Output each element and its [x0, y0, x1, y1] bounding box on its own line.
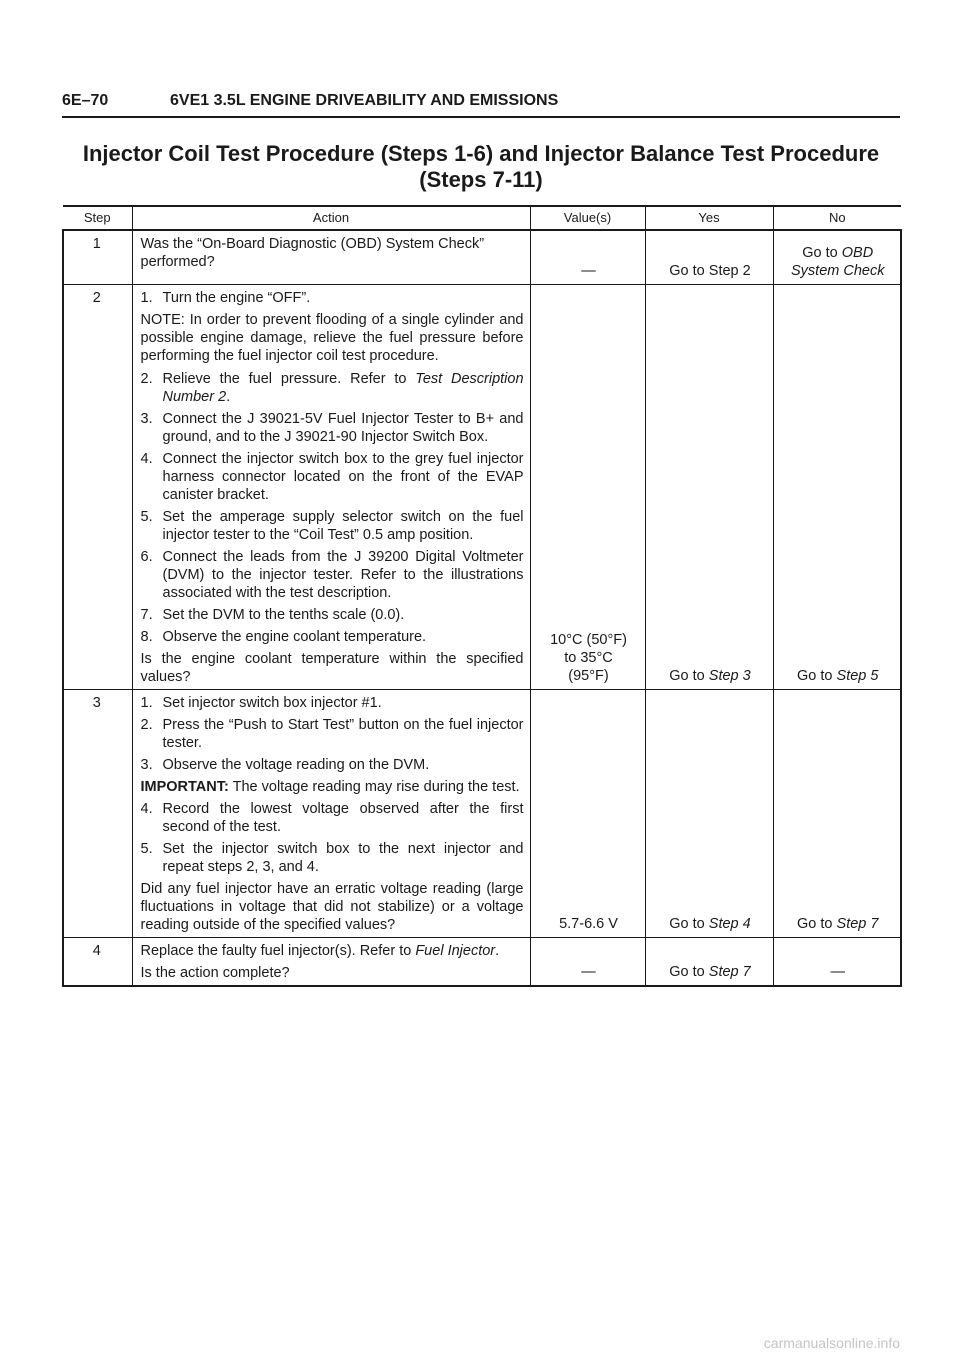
action-item: 3. Observe the voltage reading on the DVM.	[140, 757, 430, 773]
table-row	[63, 690, 901, 938]
action-item: 5. Set the amperage supply selector switch on the fuel injector tester to the “Coil Test” 0.5 amp position.	[140, 509, 524, 543]
table-row	[63, 285, 901, 690]
action-item: 2. Relieve the fuel pressure. Refer to Test Description Number 2.	[140, 371, 524, 405]
step-yes: Go to Step 7	[645, 938, 773, 987]
action-item: 1. Turn the engine “OFF”.	[140, 290, 311, 306]
page-number: 6E–70	[62, 92, 109, 109]
action-item: 2. Press the “Push to Start Test” button on the fuel injector tester.	[140, 717, 524, 751]
section-title: 6VE1 3.5L ENGINE DRIVEABILITY AND EMISSIONS	[170, 92, 559, 109]
column-header-values: Value(s)	[530, 206, 645, 230]
page-title: Injector Coil Test Procedure (Steps 1-6) and Injector Balance Test Procedure (Steps 7-11)	[82, 141, 880, 192]
step-no: Go to Step 5	[773, 285, 901, 690]
action-item: 1. Set injector switch box injector #1.	[140, 695, 382, 711]
step-number: 4	[63, 938, 132, 987]
no-ref: OBD System Check	[791, 245, 885, 279]
action-note: NOTE: In order to prevent flooding of a single cylinder and possible engine damage, relieve the fuel pressure before performing the fuel injector coil test procedure.	[140, 312, 524, 364]
step-no	[773, 230, 901, 285]
action-item: 4. Record the lowest voltage observed after the first second of the test.	[140, 801, 524, 835]
action-item: 7. Set the DVM to the tenths scale (0.0).	[140, 607, 405, 623]
step-yes: Go to Step 4	[645, 690, 773, 938]
action-item: 5. Set the injector switch box to the next injector and repeat steps 2, 3, and 4.	[140, 841, 524, 875]
action-question: Is the engine coolant temperature within the specified values?	[140, 651, 524, 685]
action-text: Was the “On-Board Diagnostic (OBD) System Check” performed?	[140, 236, 485, 270]
column-header-action: Action	[132, 206, 530, 230]
step-number: 2	[63, 285, 132, 690]
action-item: 4. Connect the injector switch box to the grey fuel injector harness connector located on the front of the EVAP canister bracket.	[140, 451, 524, 503]
page-header	[62, 90, 900, 118]
action-item: 8. Observe the engine coolant temperature.	[140, 629, 427, 645]
diagnostic-table	[62, 205, 902, 987]
table-row	[63, 938, 901, 987]
step-no: Go to Step 7	[773, 690, 901, 938]
step-action	[132, 938, 530, 987]
action-text: Replace the faulty fuel injector(s). Refer to Fuel Injector.	[140, 943, 500, 959]
step-yes: Go to Step 3	[645, 285, 773, 690]
no-prefix: Go to	[802, 245, 838, 261]
step-number: 1	[63, 230, 132, 285]
step-value: 5.7-6.6 V	[530, 690, 645, 938]
table-header-row	[63, 206, 901, 230]
step-number: 3	[63, 690, 132, 938]
step-value: 10°C (50°F) to 35°C (95°F)	[530, 285, 645, 690]
step-action	[132, 285, 530, 690]
step-action	[132, 230, 530, 285]
column-header-yes: Yes	[645, 206, 773, 230]
step-value: —	[530, 938, 645, 987]
step-action	[132, 690, 530, 938]
action-important: IMPORTANT: The voltage reading may rise during the test.	[140, 779, 520, 795]
column-header-step: Step	[63, 206, 132, 230]
watermark-footer: carmanualsonline.info	[763, 1335, 900, 1351]
column-header-no: No	[773, 206, 901, 230]
step-value: —	[530, 230, 645, 285]
step-yes: Go to Step 2	[645, 230, 773, 285]
action-question: Is the action complete?	[140, 965, 290, 981]
table-row	[63, 230, 901, 285]
action-item: 3. Connect the J 39021-5V Fuel Injector Tester to B+ and ground, and to the J 39021-90 Injector Switch Box.	[140, 411, 524, 445]
step-no: —	[773, 938, 901, 987]
action-item: 6. Connect the leads from the J 39200 Digital Voltmeter (DVM) to the injector tester. Refer to the illustrations associated with the test description.	[140, 549, 524, 601]
action-question: Did any fuel injector have an erratic voltage reading (large fluctuations in voltage that did not stabilize) or a voltage reading outside of the specified values?	[140, 881, 524, 933]
